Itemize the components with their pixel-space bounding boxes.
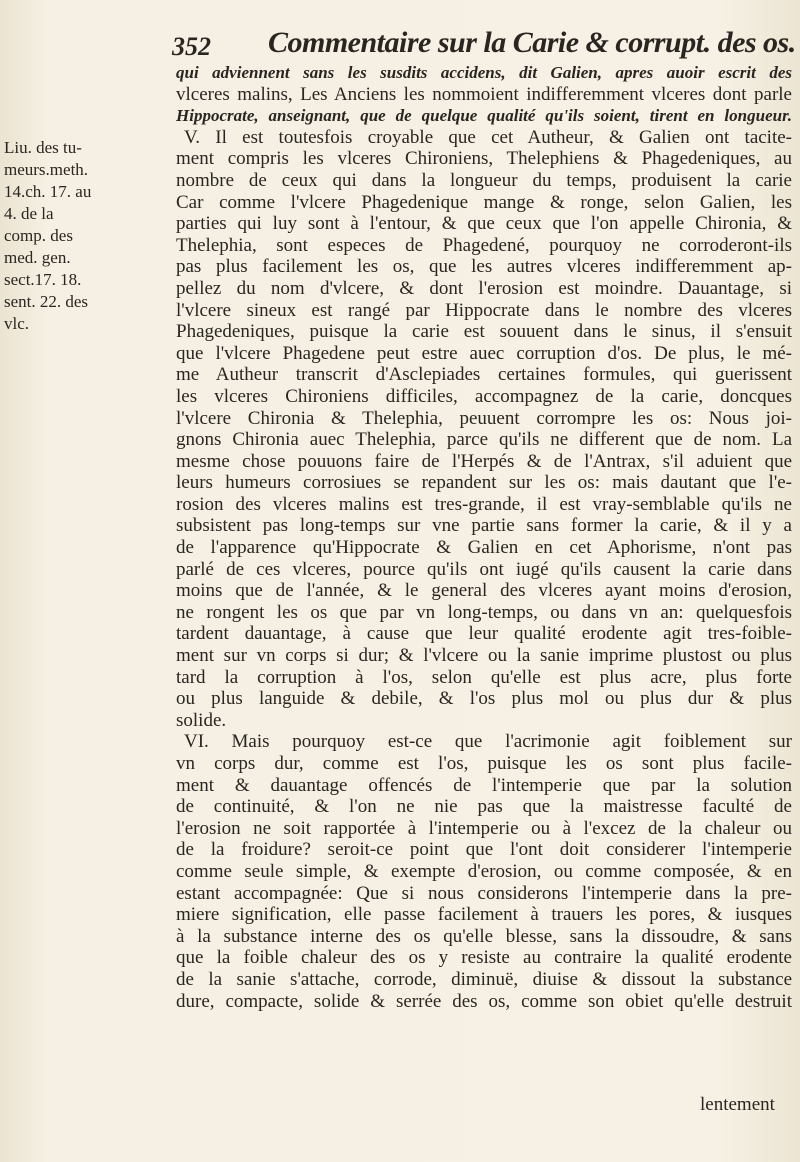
- text-line: l'erosion ne soit rapportée à l'intemperie ou à l'excez de la chaleur ou: [176, 817, 792, 839]
- text-line: ou plus languide & debile, & l'os plus mol ou plus dur & plus: [176, 688, 792, 710]
- text-line: tardent dauantage, à cause que leur qualité erodente agit tres-foible-: [176, 623, 792, 645]
- text-line: de l'apparence qu'Hippocrate & Galien en cet Aphorisme, n'ont pas: [176, 537, 792, 559]
- catchword: lentement: [700, 1094, 775, 1115]
- text-line: me Autheur transcrit d'Asclepiades certaines formules, qui guerissent: [176, 364, 792, 386]
- text-line: ment sur vn corps si dur; & l'vlcere ou la sanie imprime plustost ou plus: [176, 645, 792, 667]
- text-line: tard la corruption à l'os, selon qu'elle est plus acre, plus forte: [176, 666, 792, 688]
- text-line: moins que de l'année, & le general des vlceres ayant moins d'erosion,: [176, 580, 792, 602]
- text-line: ne rongent les os que par vn long-temps, ou dans vn an: quelquesfois: [176, 601, 792, 623]
- text-line: pellez du nom d'vlcere, & dont l'erosion est moindre. Dauantage, si: [176, 277, 792, 299]
- text-line: l'vlcere Chironia & Thelephia, peuuent corrompre les os: Nous joi-: [176, 407, 792, 429]
- text-line: à la substance interne des os qu'elle blesse, sans la dissoudre, & sans: [176, 925, 792, 947]
- text-line: Phagedeniques, puisque la carie est souuent dans le sinus, il s'ensuit: [176, 321, 792, 343]
- paragraph-start-line: VI. Mais pourquoy est-ce que l'acrimonie agit foiblement sur: [184, 731, 792, 753]
- text-line: leurs humeurs corrosiues se repandent sur les os: mais dautant que l'e-: [176, 472, 792, 494]
- page-number: 352: [172, 32, 211, 61]
- margin-note-line: sent. 22. des: [4, 292, 89, 311]
- text-line: nombre de ceux qui dans la longueur du temps, produisent la carie: [176, 169, 792, 191]
- text-line: miere signification, elle passe facilement à trauers les pores, & iusques: [176, 904, 792, 926]
- margin-note-line: vlc.: [4, 314, 30, 333]
- text-line: subsistent pas long-temps sur vne partie sans former la carie, & il y a: [176, 515, 792, 537]
- text-line: vn corps dur, comme est l'os, puisque les os sont plus facile-: [176, 753, 792, 774]
- text-line: de la froidure? seroit-ce point que l'ont doit considerer l'intemperie: [176, 839, 792, 861]
- text-line: de la sanie s'attache, corrode, diminuë, diuise & dissout la substance: [176, 968, 792, 990]
- text-line: que la foible chaleur des os y resiste au contraire la qualité erodente: [176, 947, 792, 969]
- margin-note-line: med. gen.: [4, 248, 71, 267]
- text-line: dure, compacte, solide & serrée des os, comme son obiet qu'elle destruit: [176, 990, 792, 1012]
- text-line: l'vlcere sineux est rangé par Hippocrate dans le nombre des vlceres: [176, 299, 792, 321]
- margin-note-line: comp. des: [4, 226, 73, 245]
- text-line: Car comme l'vlcere Phagedenique mange & ronge, selon Galien, les: [176, 191, 792, 213]
- margin-note-line: 4. de la: [4, 204, 54, 223]
- text-line: qui adviennent sans les susdits accidens, dit Galien, apres auoir escrit des: [176, 63, 792, 82]
- text-line: pas plus facilement les os, que les autres vlceres indifferemment ap-: [176, 256, 792, 278]
- text-line: les vlceres Chironiens difficiles, accompagnez de la carie, doncques: [176, 385, 792, 407]
- text-line: comme seule simple, & exempte d'erosion, ou comme composée, & en: [176, 860, 792, 882]
- text-line: parties qui luy sont à l'entour, & que ceux que l'on appelle Chironia, &: [176, 213, 792, 235]
- text-line: gnons Chironia auec Thelephia, parce qu'ils ne different que de nom. La: [176, 429, 792, 451]
- running-title: Commentaire sur la Carie & corrupt. des os.: [268, 26, 796, 59]
- text-line: mesme chose pouuons faire de l'Herpés & de l'Antrax, s'il aduient que: [176, 450, 792, 472]
- text-line: parlé de ces vlceres, pource qu'ils ont iugé qu'ils causent la carie dans: [176, 558, 792, 580]
- paragraph-end-line: solide.: [176, 709, 227, 731]
- text-line: rosion des vlceres malins est tres-grande, il est vray-semblable qu'ils ne: [176, 493, 792, 515]
- paragraph-start-line: V. Il est toutesfois croyable que cet Autheur, & Galien ont tacite-: [184, 126, 792, 148]
- text-line: ment & dauantage offencés de l'intemperie que par la solution: [176, 774, 792, 796]
- margin-note-line: 14.ch. 17. au: [4, 182, 92, 201]
- text-line: de continuité, & l'on ne nie pas que la maistresse faculté de: [176, 796, 792, 818]
- margin-notes: [4, 137, 176, 335]
- text-line: Thelephia, sont especes de Phagedené, pourquoy ne corroderont-ils: [176, 234, 792, 256]
- page-header: [170, 26, 796, 61]
- text-line: ment compris les vlceres Chironiens, Thelephiens & Phagedeniques, au: [176, 148, 792, 170]
- text-line: que l'vlcere Phagedene peut estre auec corruption d'os. De plus, le mé-: [176, 342, 792, 364]
- margin-note-line: meurs.meth.: [4, 160, 89, 179]
- text-line: Hippocrate, anseignant, que de quelque qualité qu'ils soient, tirent en longueur.: [176, 106, 792, 126]
- main-text: [176, 62, 792, 1012]
- margin-note-line: Liu. des tu-: [4, 138, 82, 157]
- text-line: vlceres malins, Les Anciens les nommoient indifferemment vlceres dont parle: [176, 83, 792, 105]
- margin-note-line: sect.17. 18.: [4, 270, 82, 289]
- text-line: estant accompagnée: Que si nous considerons l'intemperie dans la pre-: [176, 882, 792, 904]
